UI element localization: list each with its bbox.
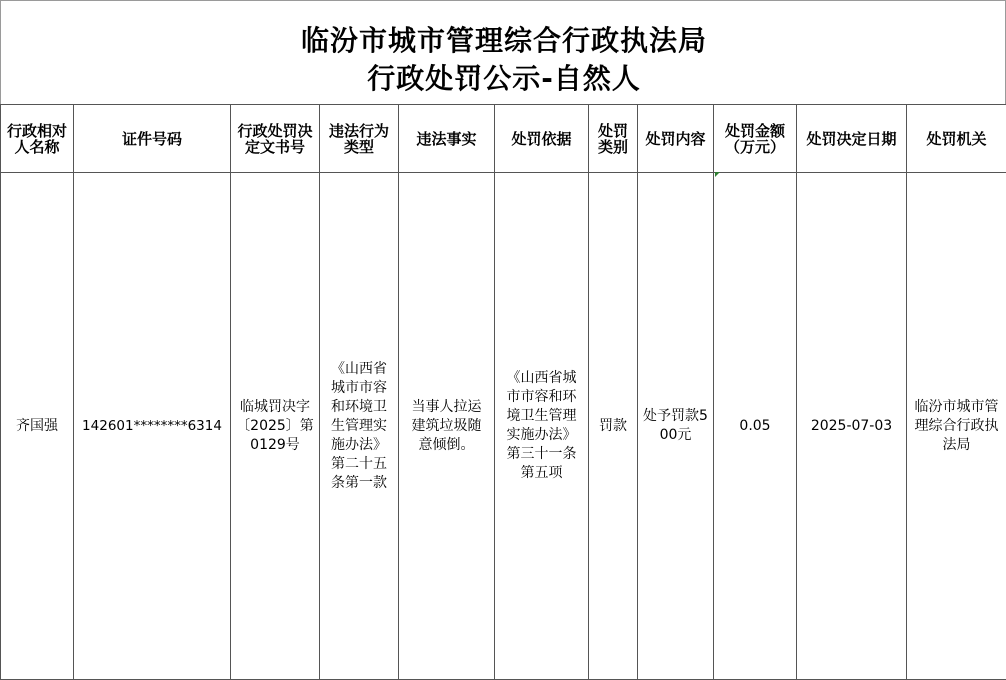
col-header-authority: 处罚机关 [907, 105, 1006, 173]
col-header-date: 处罚决定日期 [797, 105, 907, 173]
cell-basis: 《山西省城市市容和环境卫生管理实施办法》第三十一条第五项 [495, 173, 589, 680]
cell-amount: 0.05 [714, 173, 797, 680]
cell-content: 处予罚款500元 [638, 173, 714, 680]
cell-authority: 临汾市城市管理综合行政执法局 [907, 173, 1006, 680]
cell-doc-number: 临城罚决字〔2025〕第0129号 [231, 173, 320, 680]
col-header-id-number: 证件号码 [74, 105, 231, 173]
col-header-doc-number: 行政处罚决定文书号 [231, 105, 320, 173]
col-header-violation-type: 违法行为类型 [320, 105, 399, 173]
col-header-content: 处罚内容 [638, 105, 714, 173]
cell-violation-type: 《山西省城市市容和环境卫生管理实施办法》第二十五条第一款 [320, 173, 399, 680]
col-header-facts: 违法事实 [399, 105, 495, 173]
cell-facts: 当事人拉运建筑垃圾随意倾倒。 [399, 173, 495, 680]
table-header-row [1, 105, 1006, 173]
col-header-amount: 处罚金额（万元） [714, 105, 797, 173]
col-header-name: 行政相对人名称 [1, 105, 74, 173]
cell-name: 齐国强 [1, 173, 74, 680]
penalty-table [0, 104, 1006, 680]
table-row [1, 173, 1006, 680]
col-header-basis: 处罚依据 [495, 105, 589, 173]
col-header-category: 处罚类别 [589, 105, 638, 173]
cell-category: 罚款 [589, 173, 638, 680]
cell-id-number: 142601********6314 [74, 173, 231, 680]
cell-comment-marker [715, 172, 720, 177]
page-title: 临汾市城市管理综合行政执法局 [300, 24, 707, 57]
title-block [0, 0, 1006, 104]
cell-date: 2025-07-03 [797, 173, 907, 680]
page-subtitle: 行政处罚公示-自然人 [367, 62, 641, 95]
